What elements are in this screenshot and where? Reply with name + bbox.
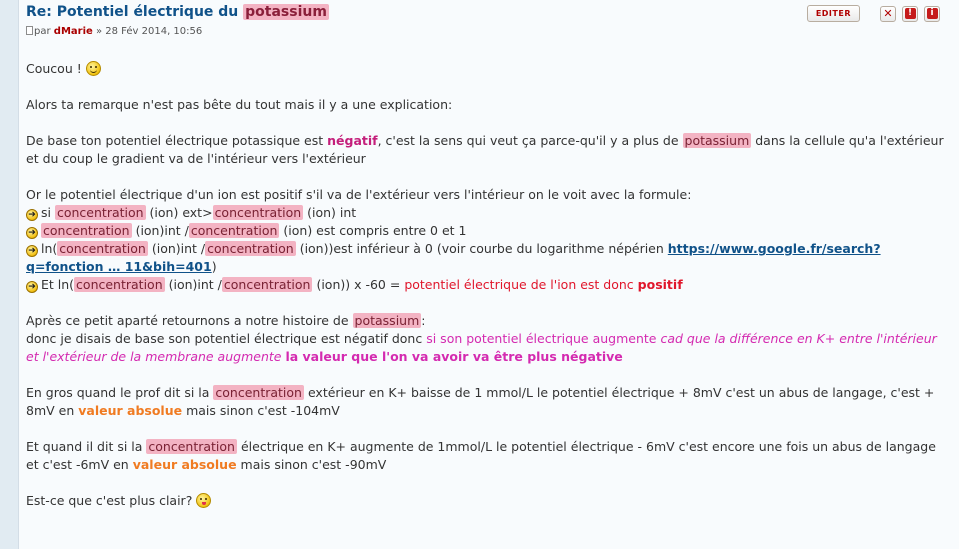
author-name[interactable]: dMarie bbox=[53, 26, 93, 37]
text: donc je disais de base son potentiel électrique est négatif donc bbox=[26, 331, 423, 346]
search-highlight: concentration bbox=[59, 241, 146, 256]
magenta-italic-text: cad que la différence en K+ entre l'intérieur et l'extérieur de la membrane augmente bbox=[26, 331, 937, 364]
post-content bbox=[26, 60, 946, 510]
greeting-text: Coucou ! bbox=[26, 61, 82, 76]
post-actions bbox=[807, 5, 940, 22]
text: (ion)int / bbox=[168, 277, 222, 292]
text: (ion) est compris entre 0 et 1 bbox=[283, 223, 467, 238]
search-highlight: concentration bbox=[214, 205, 302, 220]
arrow-bullet-icon: ➔ bbox=[26, 281, 38, 293]
google-search-link[interactable]: https://www.google.fr/search?q=fonction … 11&bih=401 bbox=[26, 241, 881, 274]
text: (ion) ext> bbox=[149, 205, 213, 220]
formula-line-4 bbox=[26, 276, 946, 294]
info-icon: i bbox=[927, 8, 938, 19]
warning-icon: ! bbox=[905, 8, 916, 19]
close-icon: ✕ bbox=[883, 7, 893, 20]
red-text: potentiel électrique de l'ion est donc bbox=[404, 277, 634, 292]
text: ln( bbox=[41, 241, 58, 256]
text: Et quand il dit si la bbox=[26, 439, 143, 454]
post-author-line bbox=[26, 26, 202, 37]
red-bold-text: positif bbox=[637, 277, 683, 292]
text: dans la cellule qu'a l'extérieur et du coup le gradient va de l'intérieur vers l'extérieur bbox=[26, 133, 944, 166]
text: (ion))est inférieur à 0 (voir courbe du logarithme népérien bbox=[299, 241, 664, 256]
text: (ion)int / bbox=[151, 241, 206, 256]
text: ) bbox=[211, 259, 217, 274]
text: , c'est la sens qui veut ça parce-qu'il y a plus de bbox=[377, 133, 679, 148]
search-highlight: concentration bbox=[207, 241, 294, 256]
text: électrique en K+ augmente de 1mmol/L le potentiel électrique - 6mV c'est encore une fois un abus de langage et c'est -6mV en bbox=[26, 439, 936, 472]
search-highlight: concentration bbox=[215, 385, 302, 400]
search-highlight: potassium bbox=[354, 313, 420, 328]
search-highlight: potassium bbox=[684, 133, 750, 148]
paragraph-4 bbox=[26, 312, 946, 330]
smiley-icon bbox=[86, 61, 101, 76]
paragraph-3: Or le potentiel électrique d'un ion est positif s'il va de l'extérieur vers l'intérieur on le voit avec la formule: bbox=[26, 187, 692, 202]
search-highlight: concentration bbox=[76, 277, 163, 292]
search-highlight: concentration bbox=[43, 223, 130, 238]
formula-line-3 bbox=[26, 240, 946, 276]
paragraph-5 bbox=[26, 330, 946, 366]
tongue-smiley-icon bbox=[196, 493, 211, 508]
negative-emphasis: négatif bbox=[327, 133, 378, 148]
text: (ion)int / bbox=[135, 223, 189, 238]
delete-button[interactable] bbox=[880, 6, 896, 22]
arrow-bullet-icon: ➔ bbox=[26, 209, 38, 221]
text: mais sinon c'est -104mV bbox=[186, 403, 340, 418]
text: : bbox=[421, 313, 426, 328]
author-prefix: par bbox=[34, 26, 51, 37]
post-title[interactable] bbox=[26, 4, 329, 20]
search-highlight: concentration bbox=[148, 439, 235, 454]
search-highlight: concentration bbox=[223, 277, 311, 292]
post-title-text: Re: Potentiel électrique du bbox=[26, 4, 239, 20]
orange-bold-text: valeur absolue bbox=[132, 457, 237, 472]
edit-button[interactable]: EDITER bbox=[807, 5, 860, 22]
forum-post bbox=[18, 0, 959, 549]
paragraph-2 bbox=[26, 132, 946, 168]
text: (ion)) x -60 = bbox=[316, 277, 401, 292]
text: Après ce petit aparté retournons a notre histoire de bbox=[26, 313, 349, 328]
magenta-bold-text: la valeur que l'on va avoir va être plus négative bbox=[285, 349, 623, 364]
post-date: » 28 Fév 2014, 10:56 bbox=[95, 26, 203, 37]
search-highlight: potassium bbox=[245, 4, 327, 20]
text: (ion) int bbox=[307, 205, 357, 220]
formula-line-1 bbox=[26, 204, 946, 222]
paragraph-6 bbox=[26, 384, 946, 420]
orange-bold-text: valeur absolue bbox=[78, 403, 183, 418]
magenta-text: si son potentiel électrique augmente bbox=[426, 331, 657, 346]
greeting-line bbox=[26, 60, 946, 78]
document-icon[interactable] bbox=[26, 26, 33, 35]
text: Et ln( bbox=[41, 277, 75, 292]
arrow-bullet-icon: ➔ bbox=[26, 227, 38, 239]
search-highlight: concentration bbox=[56, 205, 144, 220]
closing-text: Est-ce que c'est plus clair? bbox=[26, 493, 193, 508]
report-button[interactable] bbox=[902, 6, 918, 22]
text: si bbox=[41, 205, 51, 220]
text: De base ton potentiel électrique potassique est bbox=[26, 133, 324, 148]
arrow-bullet-icon: ➔ bbox=[26, 245, 38, 257]
text: extérieur en K+ baisse de 1 mmol/L le potentiel électrique + 8mV c'est un abus de langage, c'est + 8mV en bbox=[26, 385, 935, 418]
closing-line bbox=[26, 492, 946, 510]
paragraph-7 bbox=[26, 438, 946, 474]
search-highlight: concentration bbox=[190, 223, 278, 238]
text: mais sinon c'est -90mV bbox=[240, 457, 387, 472]
info-button[interactable] bbox=[924, 6, 940, 22]
text: En gros quand le prof dit si la bbox=[26, 385, 210, 400]
paragraph-1: Alors ta remarque n'est pas bête du tout mais il y a une explication: bbox=[26, 97, 453, 112]
formula-line-2 bbox=[26, 222, 946, 240]
